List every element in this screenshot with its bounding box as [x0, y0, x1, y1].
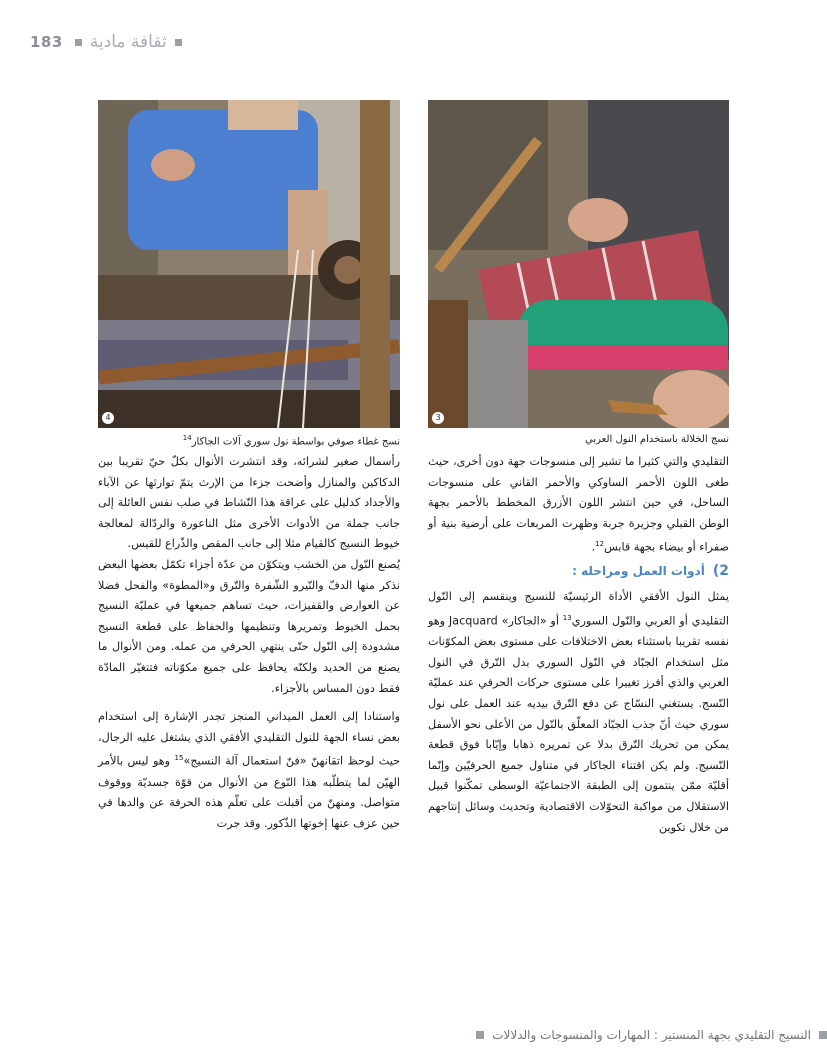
section-number: 2)	[712, 562, 729, 579]
figure-4-photo	[98, 100, 400, 428]
page-footer	[100, 1023, 827, 1047]
header-square-right	[175, 39, 182, 46]
right-intro-note: 12	[595, 540, 605, 549]
section-heading	[428, 561, 729, 582]
figure-4-number: 4	[102, 412, 114, 424]
right-intro-end: .	[591, 541, 596, 555]
figure-4-note: 14	[182, 434, 192, 442]
figure-3-number: 3	[432, 412, 444, 424]
figure-3-photo	[428, 100, 729, 428]
left-paragraph-2: يُصنع النّول من الخشب ويتكوّن من عدّة أجزاء تكمّل بعضها البعض نذكر منها الدفّ والنّيرو الشّفرة والتّرق و«المطوة» والفحل فضلا عن العوارض والقفيزات، حيث تساهم جميعها في عمليّة النسيج بحمل الخيوط وتمريرها وتنظيمها والحفاظ على قطعة النسيج مشدودة إلى النّول حتّى ينتهي الحرفي من عمله. ومن الأنوال ما يصنع من الحديد ولكنّه يحافظ على جميع مكوّناته فتتغيّر المادّة فقط دون المساس بالأجزاء.	[98, 557, 400, 695]
right-intro-text: التقليدي والتي كثيرا ما تشير إلى منسوجات جهة دون أخرى، حيث طغى اللون الأحمر الساوكي والأحمر القاني على منسوجات الساحل، في حين انتشر اللون الأزرق المخطط بالأحمر بجهة الوطن القبلي وجزيرة جربة وظهرت المربعات على أرضية بنية أو صفراء أو بيضاء بجهة قابس	[428, 455, 729, 555]
right-p1-continuation: أو «الجاكار» Jacquard وهو نفسه تقريبا باستثناء بعض الاختلافات على مستوى بعض المكوّنات مثل استخدام الجبّاد في النّول السوري بدل التّرق في النول العربي والذي أفرز تغييرا على مستوى حركات الحرفي عند عمليّة النّسج. يستغني النسّاج عن دفع التّرق بيديه عند العمل على نول سوري حيث أنّ جذب الجبّاد المعلّق بالنّول من الأعلى نحو الأسفل يمكن من تحريك التّرق بدلا عن تمريره ذهابا وإيّابا فوق قطعة النّسيج. ولم يكن اقتناء الجاكار في متناول جميع الحرفيّين وإنّما أقليّة ممّن ينتمون إلى الطبقة الاجتماعيّة الوسطى تمكّنوا قبيل الاستقلال من مواكبة التحوّلات الاقتصادية وتحديث وسائل إنتاجهم من خلال تكوين	[428, 614, 729, 834]
figure-4-caption	[183, 434, 400, 447]
footer-title: النسيج التقليدي بجهة المنستير : المهارات والمنسوجات والدلالات	[492, 1028, 811, 1042]
left-p3-text: واستنادا إلى العمل الميداني المنجز تجدر الإشارة إلى استخدام بعض نساء الجهة للنول التقليدي الأفقي الذي يشتغل عليه الرجال، حيث لوحظ اتقانهنّ «فنّ استعمال آلة النسيج»	[98, 710, 401, 769]
left-paragraph-3	[98, 707, 400, 834]
paragraph-gap	[98, 699, 400, 707]
page-header	[30, 30, 182, 54]
right-p1-note: 13	[562, 613, 572, 622]
left-p3-note: 15	[174, 754, 184, 763]
footer-square-right	[819, 1031, 827, 1039]
figure-3-caption: نسج الخلالة باستخدام النول العربي	[585, 434, 729, 445]
right-p1-text: يمثل النول الأفقي الأداة الرئيسيّة للنسيج وينقسم إلى النّول التقليدي أو العربي والنّول السوري	[428, 590, 729, 628]
figure-4-caption-text: نسج غطاء صوفي بواسطة نول سوري آلات الجاكار	[191, 436, 400, 448]
section-title: ثقافة مادية	[89, 32, 167, 52]
right-column	[428, 452, 729, 838]
right-paragraph-1	[428, 587, 729, 838]
right-intro-paragraph	[428, 452, 729, 559]
footer-square-left	[476, 1031, 484, 1039]
header-square-left	[75, 39, 82, 46]
left-p3-continuation: وهو ليس بالأمر الهيّن لما يتطلّبه هذا النّوع من الأنوال من قوّة جسديّة ووقوف متواصل. ومنهنّ من أقبلت على تعلّم هذه الحرفة عن والدها في حين عزف عنها إخوتها الذّكور. وقد جرت	[98, 755, 400, 830]
left-column	[98, 452, 400, 834]
section-heading-title: أدوات العمل ومراحله :	[572, 563, 705, 578]
page-number: 183	[30, 33, 63, 51]
left-paragraph-1: رأسمال صغير لشرائه، وقد انتشرت الأنوال بكلّ حيّ تقريبا بين الدكاكين والمنازل وأضحت جزءا من الإرث يتمّ توارثها عن الآباء والأجداد كدليل على عراقة هذا النّشاط في صلب نفس العائلة إلى جانب جملة من الأدوات الأخرى مثل الناعورة والردّالة لمعالجة خيوط النسيج كالقيام مثلا إلى جانب المقص والذّراع للقيس.	[98, 455, 400, 551]
